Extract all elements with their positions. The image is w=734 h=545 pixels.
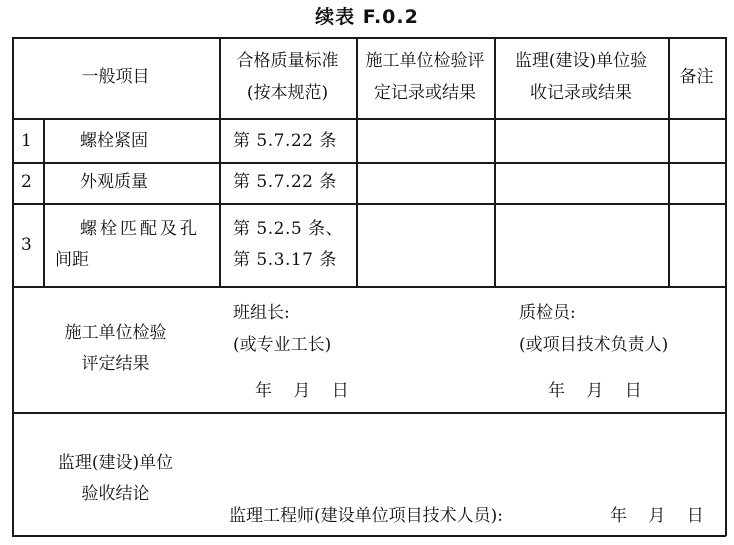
row-item: 外观质量 <box>80 172 148 192</box>
table-title: 续表 F.0.2 <box>315 6 419 28</box>
header-supervise-line1: 监理(建设)单位验 <box>514 51 648 71</box>
evaluation-label-line1: 施工单位检验 <box>64 323 167 343</box>
header-standard-line2: (按本规范) <box>246 83 329 103</box>
grid-line <box>43 118 45 286</box>
row-number: 3 <box>21 235 32 255</box>
row-standard: 第 5.7.22 条 <box>233 131 337 151</box>
header-remark: 备注 <box>679 67 714 87</box>
evaluation-date-right: 年 月 日 <box>548 381 642 401</box>
engineer-label: 监理工程师(建设单位项目技术人员): <box>229 506 503 526</box>
grid-line <box>12 535 726 537</box>
grid-line <box>12 203 726 205</box>
inspector-label: 质检员: <box>519 303 576 323</box>
header-construct-eval-line2: 定记录或结果 <box>374 83 476 103</box>
inspector-alt-label: (或项目技术负责人) <box>519 335 669 355</box>
row-number: 1 <box>21 131 32 151</box>
grid-line <box>12 118 726 120</box>
row-item: 螺栓紧固 <box>80 131 148 151</box>
grid-line <box>12 37 726 39</box>
team-leader-alt-label: (或专业工长) <box>233 335 332 355</box>
acceptance-label-line2: 验收结论 <box>81 484 150 504</box>
evaluation-label-line2: 评定结果 <box>81 354 150 374</box>
evaluation-date-left: 年 月 日 <box>255 381 349 401</box>
row-number: 2 <box>21 172 32 192</box>
row-item-line1: 螺栓匹配及孔 <box>80 219 200 239</box>
acceptance-date: 年 月 日 <box>610 506 704 526</box>
grid-line <box>12 286 726 288</box>
grid-line <box>725 37 727 536</box>
header-standard-line1: 合格质量标准 <box>236 51 339 71</box>
acceptance-label-line1: 监理(建设)单位 <box>57 453 174 473</box>
header-supervise-line2: 收记录或结果 <box>530 83 632 103</box>
grid-line <box>12 412 726 414</box>
row-item-line2: 间距 <box>55 250 89 270</box>
row-standard-line1: 第 5.2.5 条、 <box>233 219 344 239</box>
row-standard: 第 5.7.22 条 <box>233 172 337 192</box>
row-standard-line2: 第 5.3.17 条 <box>233 250 337 270</box>
header-construct-eval-line1: 施工单位检验评 <box>365 51 485 71</box>
header-general-item: 一般项目 <box>81 67 150 87</box>
grid-line <box>12 162 726 164</box>
team-leader-label: 班组长: <box>233 303 290 323</box>
